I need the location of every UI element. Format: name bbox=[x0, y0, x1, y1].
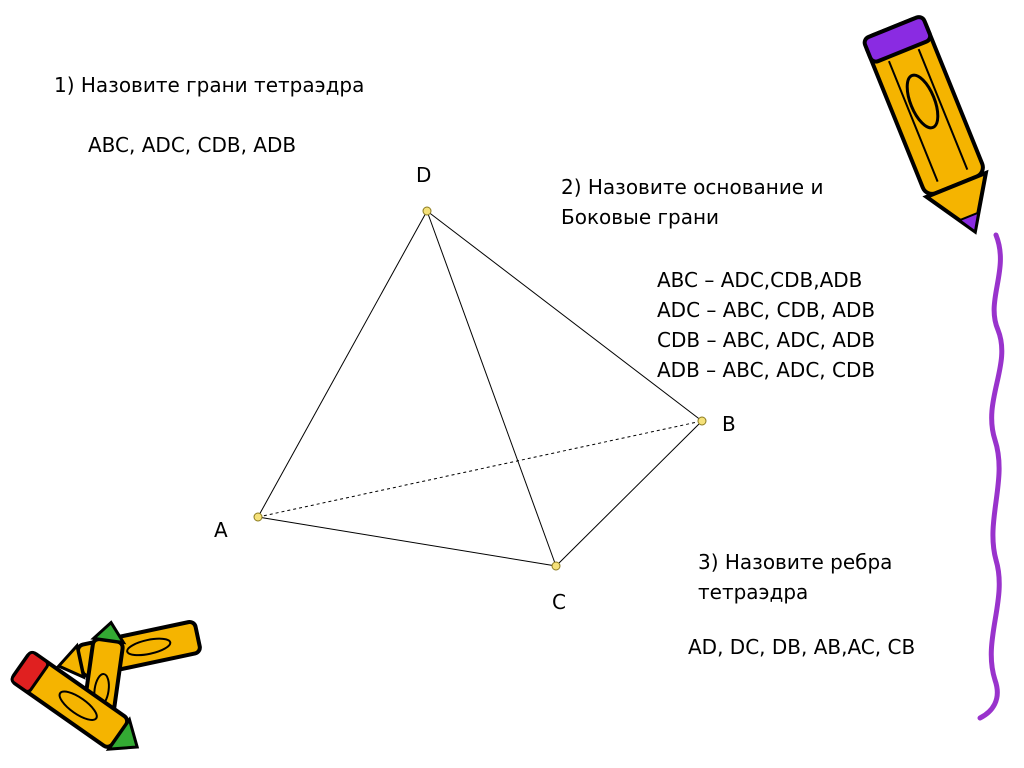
edge-AC bbox=[258, 517, 556, 566]
question-3-line-1: 3) Назовите ребра bbox=[698, 550, 893, 574]
vertex-A-dot bbox=[254, 513, 262, 521]
question-3-line-2: тетраэдра bbox=[698, 580, 809, 604]
answer-3: AD, DC, DB, AB,AC, CB bbox=[688, 635, 916, 659]
answer-2-item: ADC – ABC, CDB, ADB bbox=[657, 298, 876, 322]
vertex-label-A: A bbox=[214, 518, 228, 542]
answer-2-item: ADB – ABC, ADC, CDB bbox=[657, 358, 876, 382]
edge-DA bbox=[258, 211, 427, 517]
edge-CB bbox=[556, 421, 702, 566]
vertex-label-D: D bbox=[416, 163, 432, 187]
question-1: 1) Назовите грани тетраэдра bbox=[54, 73, 365, 97]
answer-1: ABC, ADC, CDB, ADB bbox=[88, 133, 297, 157]
answer-2-item: CDB – ABC, ADC, ADB bbox=[657, 328, 876, 352]
vertex-B-dot bbox=[698, 417, 706, 425]
vertex-C-dot bbox=[552, 562, 560, 570]
vertex-D-dot bbox=[423, 207, 431, 215]
edge-DC bbox=[427, 211, 556, 566]
vertex-label-B: B bbox=[722, 412, 736, 436]
question-2-line-1: 2) Назовите основание и bbox=[561, 175, 824, 199]
edge-AB-hidden bbox=[258, 421, 702, 517]
answer-2-item: ABC – ADC,CDB,ADB bbox=[657, 268, 863, 292]
question-2-line-2: Боковые грани bbox=[561, 205, 720, 229]
vertex-label-C: C bbox=[552, 590, 566, 614]
